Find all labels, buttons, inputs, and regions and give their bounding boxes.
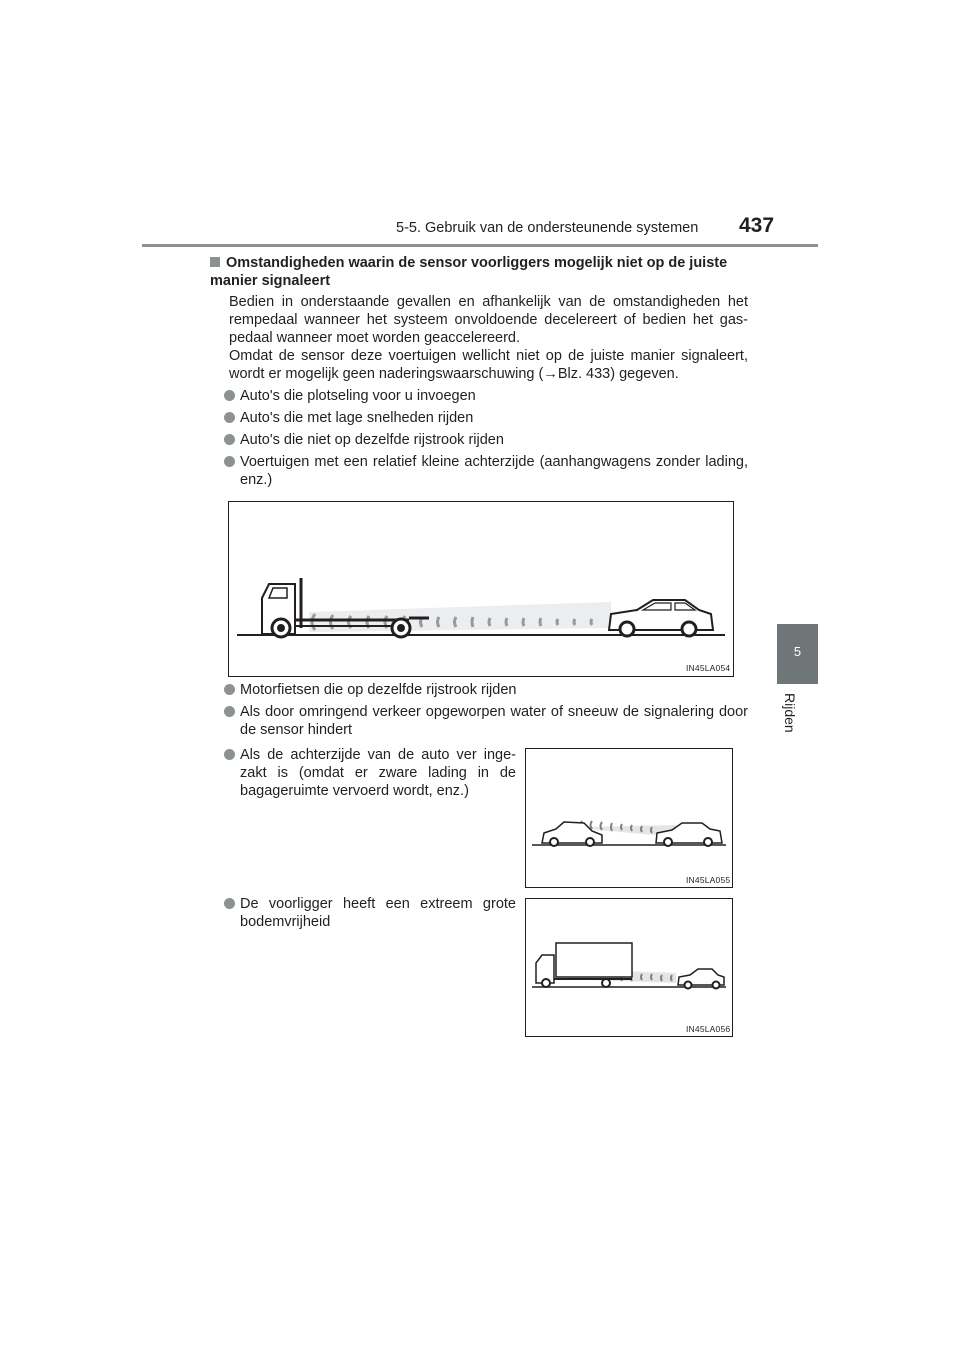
intro-paragraph-1: Bedien in onderstaande gevallen en afhankelijk van de omstandigheden het rempedaal wanneer het systeem onvoldoende decelereert of bedien het gas-pedaal wanneer moet worden geaccelereerd. — [229, 294, 748, 346]
intro-text — [229, 293, 748, 383]
intro-paragraph-2: Omdat de sensor deze voertuigen wellicht niet op de juiste manier signaleert, wordt er mogelijk geen naderingswaarschuwing (→Blz. 433) gegeven. — [229, 348, 748, 382]
bullet-icon — [224, 749, 235, 760]
bullet-icon — [224, 390, 235, 401]
list-item-text: Auto's die plotseling voor u invoegen — [240, 388, 476, 404]
chapter-label: Rijden — [782, 693, 798, 733]
figure-code: IN45LA056 — [686, 1024, 731, 1034]
bullet-icon — [224, 706, 235, 717]
bullet-icon — [224, 684, 235, 695]
figure-truck-trailer — [228, 501, 734, 677]
list-item-text: De voorligger heeft een extreem grote bodemvrijheid — [240, 896, 516, 930]
heading-text: Omstandigheden waarin de sensor voorliggers mogelijk niet op de juiste manier signaleert — [210, 255, 728, 289]
list-item-text: Auto's die niet op dezelfde rijstrook rijden — [240, 432, 504, 448]
bullet-icon — [224, 412, 235, 423]
list-item-text: Motorfietsen die op dezelfde rijstrook rijden — [240, 682, 517, 698]
truck-trailer-illustration — [229, 502, 733, 676]
figure-code: IN45LA054 — [686, 663, 731, 673]
list-item-text: Voertuigen met een relatief kleine achterzijde (aanhangwagens zonder lading, enz.) — [240, 454, 748, 488]
sagging-rear-illustration — [526, 749, 732, 887]
square-bullet-icon — [210, 257, 220, 267]
page-number: 437 — [739, 214, 775, 237]
high-clearance-illustration — [526, 899, 732, 1036]
list-item-text: Als de achterzijde van de auto ver inge-zakt is (omdat er zware lading in de bagageruimte vervoerd wordt, enz.) — [240, 747, 516, 799]
figure-code: IN45LA055 — [686, 875, 731, 885]
bullet-icon — [224, 898, 235, 909]
section-heading — [210, 254, 750, 290]
section-title: 5-5. Gebruik van de ondersteunende systemen — [396, 220, 699, 236]
list-item-text: Auto's die met lage snelheden rijden — [240, 410, 474, 426]
list-item-text: Als door omringend verkeer opgeworpen water of sneeuw de signalering door de sensor hindert — [240, 704, 748, 738]
bullet-icon — [224, 434, 235, 445]
figure-sagging-rear — [525, 748, 733, 888]
bullet-icon — [224, 456, 235, 467]
chapter-number: 5 — [793, 644, 802, 659]
header-rule — [142, 244, 818, 247]
figure-high-clearance — [525, 898, 733, 1037]
